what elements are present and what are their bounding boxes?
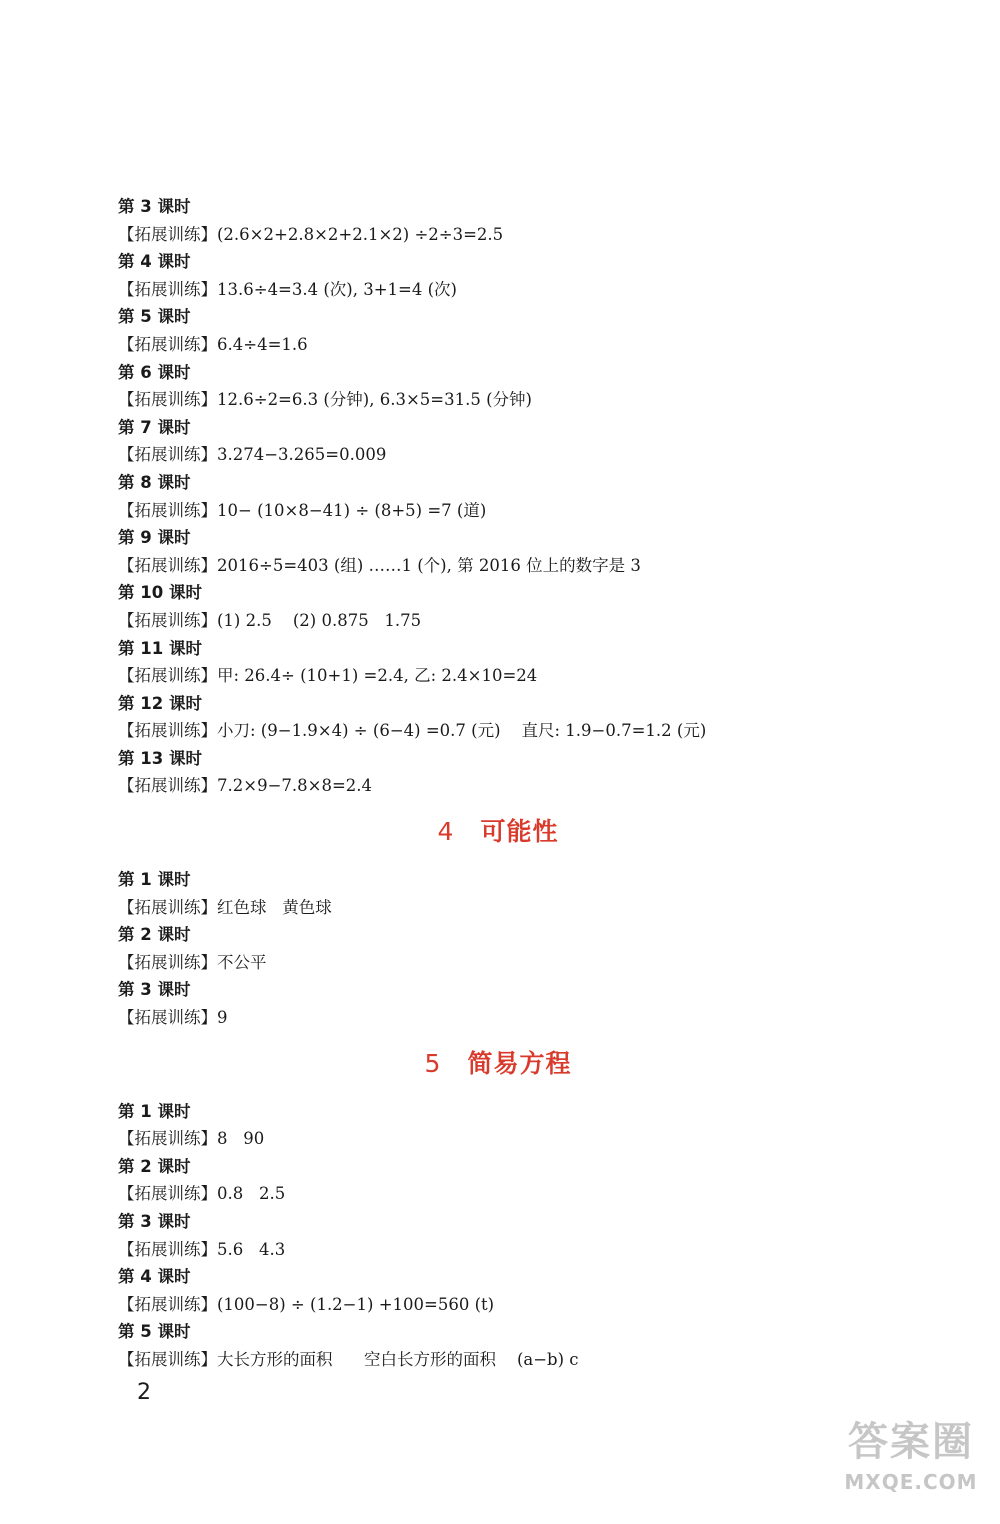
lesson-block xyxy=(118,866,878,921)
lesson-block xyxy=(118,469,878,524)
lesson-block xyxy=(118,1318,878,1373)
lesson-block xyxy=(118,414,878,469)
extension-answer: 【拓展训练】2016÷5=403 (组) ……1 (个), 第 2016 位上的数字是 3 xyxy=(118,555,641,575)
extension-answer: 【拓展训练】8 90 xyxy=(118,1129,265,1149)
extension-answer: 【拓展训练】大长方形的面积 空白长方形的面积 (a−b) c xyxy=(118,1349,579,1369)
lesson-block xyxy=(118,635,878,690)
extension-answer: 【拓展训练】(100−8) ÷ (1.2−1) +100=560 (t) xyxy=(118,1294,495,1314)
lesson-heading: 第 5 课时 xyxy=(118,1322,191,1342)
lesson-heading: 第 10 课时 xyxy=(118,583,202,603)
lesson-heading: 第 5 课时 xyxy=(118,307,191,327)
extension-answer: 【拓展训练】小刀: (9−1.9×4) ÷ (6−4) =0.7 (元) 直尺: 1.9−0.7=1.2 (元) xyxy=(118,721,707,741)
extension-answer: 【拓展训练】(1) 2.5 (2) 0.875 1.75 xyxy=(118,610,422,630)
lesson-heading: 第 1 课时 xyxy=(118,870,191,890)
extension-answer: 【拓展训练】13.6÷4=3.4 (次), 3+1=4 (次) xyxy=(118,279,457,299)
section-name: 可能性 xyxy=(480,817,559,847)
lesson-heading: 第 3 课时 xyxy=(118,1212,191,1231)
extension-answer: 【拓展训练】12.6÷2=6.3 (分钟), 6.3×5=31.5 (分钟) xyxy=(118,390,532,410)
extension-answer: 【拓展训练】3.274−3.265=0.009 xyxy=(118,445,387,465)
lesson-block xyxy=(118,745,878,800)
lesson-block xyxy=(118,1153,878,1208)
extension-answer: 【拓展训练】9 xyxy=(118,1008,228,1028)
section-number: 5 xyxy=(424,1048,442,1078)
answer-content xyxy=(118,193,878,1374)
watermark-domain: MXQE.COM xyxy=(844,1470,978,1494)
lesson-block xyxy=(118,579,878,634)
lesson-block xyxy=(118,690,878,745)
site-watermark xyxy=(836,1416,986,1516)
extension-answer: 【拓展训练】5.6 4.3 xyxy=(118,1239,286,1259)
section-title xyxy=(118,1046,878,1082)
lesson-block xyxy=(118,193,878,248)
section-name: 简易方程 xyxy=(467,1048,572,1078)
lesson-heading: 第 11 课时 xyxy=(118,638,202,658)
lesson-block xyxy=(118,1263,878,1318)
lesson-heading: 第 9 课时 xyxy=(118,528,191,548)
lesson-heading: 第 3 课时 xyxy=(118,980,191,1000)
lesson-heading: 第 4 课时 xyxy=(118,1267,191,1287)
section-number: 4 xyxy=(437,817,455,847)
lesson-block xyxy=(118,921,878,976)
watermark-logo-text: 答案圈 xyxy=(848,1419,974,1465)
lesson-heading: 第 2 课时 xyxy=(118,925,191,945)
extension-answer: 【拓展训练】红色球 黄色球 xyxy=(118,897,332,917)
lesson-heading: 第 1 课时 xyxy=(118,1101,191,1121)
extension-answer: 【拓展训练】(2.6×2+2.8×2+2.1×2) ÷2÷3=2.5 xyxy=(118,224,504,244)
lesson-block xyxy=(118,524,878,579)
extension-answer: 【拓展训练】0.8 2.5 xyxy=(118,1184,286,1204)
extension-answer: 【拓展训练】6.4÷4=1.6 xyxy=(118,334,308,354)
lesson-heading: 第 2 课时 xyxy=(118,1156,191,1176)
section-title xyxy=(118,814,878,850)
lesson-heading: 第 4 课时 xyxy=(118,252,191,272)
extension-answer: 【拓展训练】7.2×9−7.8×8=2.4 xyxy=(118,776,373,796)
lesson-block xyxy=(118,303,878,358)
lesson-heading: 第 8 课时 xyxy=(118,472,191,492)
lesson-heading: 第 7 课时 xyxy=(118,417,191,437)
lesson-heading: 第 12 课时 xyxy=(118,693,202,713)
lesson-block xyxy=(118,359,878,414)
lesson-block xyxy=(118,1208,878,1263)
extension-answer: 【拓展训练】不公平 xyxy=(118,952,267,972)
lesson-heading: 第 13 课时 xyxy=(118,748,202,768)
lesson-block xyxy=(118,1098,878,1153)
lesson-heading: 第 6 课时 xyxy=(118,362,191,382)
lesson-heading: 第 3 课时 xyxy=(118,197,191,216)
page-number: 2 xyxy=(137,1380,151,1405)
lesson-block xyxy=(118,976,878,1031)
lesson-block xyxy=(118,248,878,303)
extension-answer: 【拓展训练】10− (10×8−41) ÷ (8+5) =7 (道) xyxy=(118,500,487,520)
extension-answer: 【拓展训练】甲: 26.4÷ (10+1) =2.4, 乙: 2.4×10=24 xyxy=(118,666,538,686)
